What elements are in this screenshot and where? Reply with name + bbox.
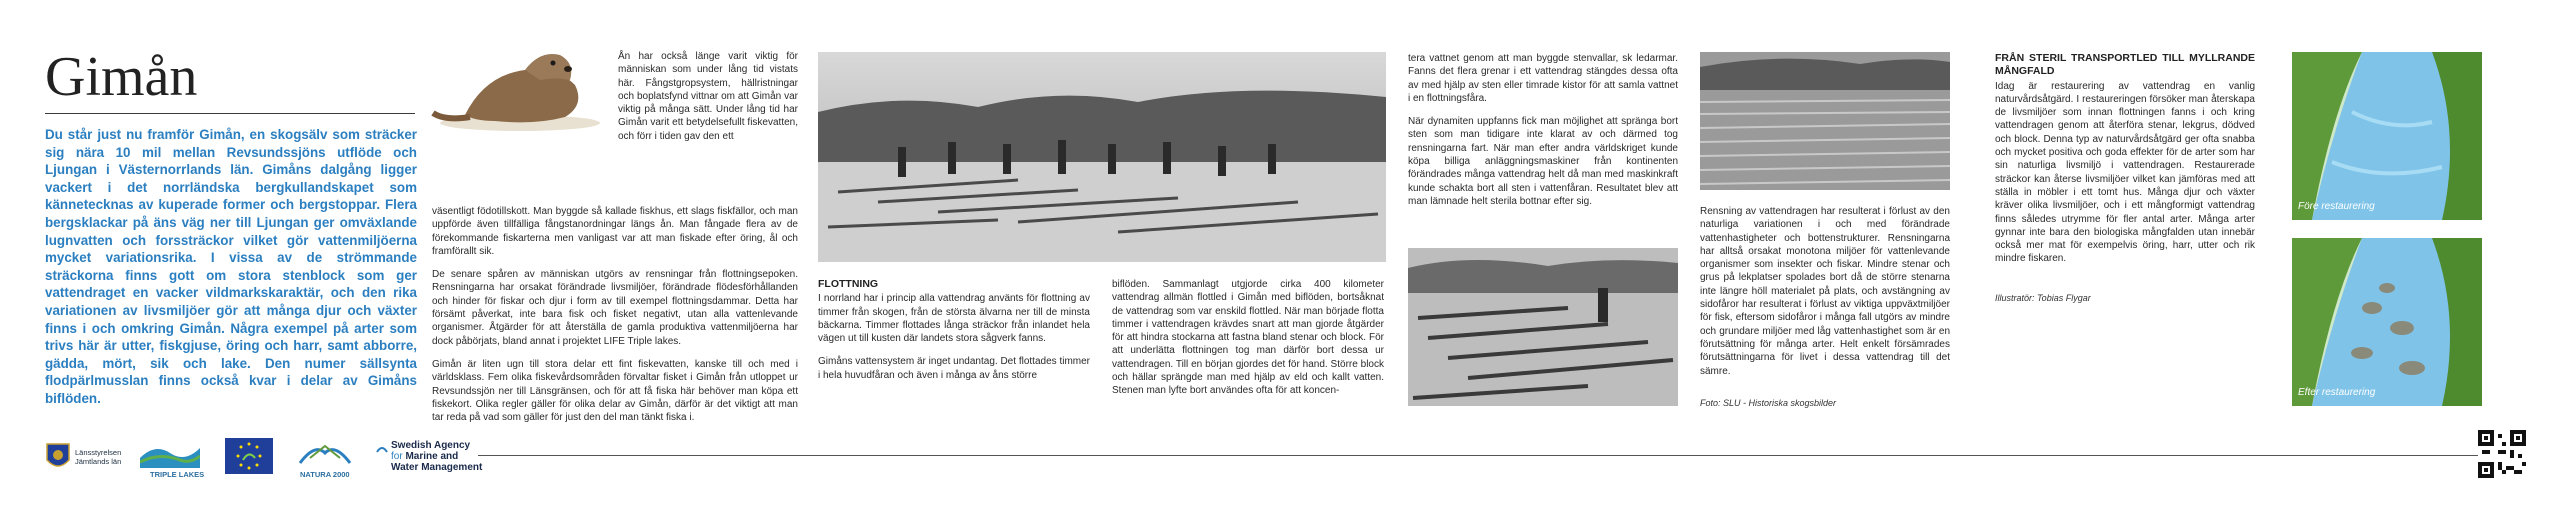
qr-code[interactable] — [2478, 430, 2526, 478]
photo-credit: Foto: SLU - Historiska skogsbilder — [1700, 398, 1837, 408]
swedish-agency-logo — [375, 438, 495, 478]
paragraph: Idag är restaurering av vattendrag en vanlig naturvårdsåtgärd. I restaureringen försöker man återskapa de livsmiljöer som innan flottningen fanns i och kring vattendragen genom att återföra stenar, lekgrus, dödved och block. Denna typ av naturvårdsåtgärd ger ofta snabba och mycket positiva och goda effekter för de arter som har sin naturliga livsmiljö i vattendragen. Restaurerade sträckor kan återse livsmiljöer vilket kan jämföras med att ställa in möbler i ett tomt hus. Många djur och växter kräver olika livsmiljöer, och i ett mångformigt vattendrag finns således utrymme för fler antal arter. Många arter gynnar inte bara den biologiska mångfalden utan innebär också mer mat för exempelvis öring, harr, utter och rik mindre fiskaren. — [1995, 80, 2255, 265]
column-flottning-cont — [1112, 278, 1384, 408]
triple-lakes-logo — [140, 438, 210, 478]
section-heading: FLOTTNING — [818, 278, 879, 290]
otter-illustration — [425, 35, 605, 135]
intro-text: Du står just nu framför Gimån, en skogsälv som sträcker sig nära 10 mil mellan Revsundssjöns utflöde och Ljungan i Västernorrlands län. Gimåns dalgång ligger vackert i det norrländska bergkullandskapet som kännetecknas av kuperade former och bergstoppar. Flera bergsklackar på äns väg ner till Ljungan ger omväxlande lugnvatten och forssträckor vilket gör vattenmiljöerna mycket variationsrika. I vissa av de strömmande sträckorna finns gott om stora stenblock som ger vattendraget en vacker vildmarkskaraktär, och den rika variationen av livsmiljöer gör att många djur och växter finns i och omkring Gimån. Några exempel på arter som trivs här är utter, fiskgjuse, öring och harr, samt abborre, gädda, mört, sik och lake. Den numer sällsynta flodpärlmusslan finns också kvar i delar av Gimåns biflöden. — [45, 127, 417, 406]
column-fishing-history-right — [618, 50, 798, 153]
column-consequences — [1700, 205, 1950, 388]
column-fishing-history — [432, 205, 798, 434]
log-jam-photo — [1700, 52, 1950, 190]
natura-2000-logo — [295, 438, 360, 478]
paragraph: I norrland har i princip alla vattendrag använts för flottning av timmer från skogen, från de största älvarna ner till de minsta bäckarna. Timmer flottades långa sträckor från inlandet hela vägen ut till kusten där landets stora sågverk fanns. — [818, 293, 1090, 345]
after-restoration-illustration — [2292, 238, 2482, 406]
paragraph: biflöden. Sammanlagt utgjorde cirka 400 kilometer vattendrag allmän flottled i Gimån med biflöden, bortsåknat de vattendrag som var enskild flottled. När man började flotta timmer i vattendragen krävdes snart att man gjorde åtgärder för att hindra stockarna att fastna bland stenar och block. För att underlätta flottningen tog man därför bort dessa ur vattendragen. Till en början gjordes det för hand. Större block och hällar sprängde man med hjälp av eld och kallt vatten. Stenen man lyfte bort användes ofta för att koncen- — [1112, 279, 1384, 397]
log-river-photo — [1408, 248, 1678, 406]
page-title: Gimån — [45, 46, 198, 108]
column-restoration — [1995, 52, 2255, 276]
agency-line3: Water Management — [391, 462, 483, 473]
paragraph: Ån har också länge varit viktig för människan som under lång tid vistats här. Fångstgropsystem, hällristningar och boplatsfynd vittnar om att Gimån var viktig på många sätt. Under lång tid har Gimån varit ett betydelsefullt fiskevatten, och förr i tiden gav den ett — [618, 51, 798, 142]
triple-lakes-name: TRIPLE LAKES — [150, 470, 205, 479]
county-name: Länsstyrelsen Jämtlands län — [75, 448, 122, 466]
paragraph: Gimåns vattensystem är inget undantag. Det flottades timmer i hela huvudfåran och även i många av åns större — [818, 356, 1090, 381]
after-label: Efter restaurering — [2298, 387, 2376, 398]
section-heading: FRÅN STERIL TRANSPORTLED TILL MYLLRANDE MÅNGFALD — [1995, 52, 2255, 78]
eu-life-logo — [225, 438, 275, 478]
before-label: Före restaurering — [2298, 201, 2375, 212]
agency-line1: Swedish Agency — [391, 440, 471, 451]
bottom-divider — [478, 455, 2498, 456]
column-flottning — [818, 278, 1090, 392]
paragraph: väsentligt födotillskott. Man byggde så kallade fiskhus, ett slags fiskfällor, och man uppförde även tillfälliga fångstanordningar längs ån. Man fångade flera av de förekommande fiskarterna men vanligast var att man fiskade efter öring, ål och framförallt sik. — [432, 206, 798, 257]
paragraph: De senare spåren av människan utgörs av rensningar från flottningsepoken. Rensningarna har orsakat förändrade livsmiljöer, förändrade flödesförhållanden och hinder för fiskar och djur i form av till exempel flottningsdammar. Detta har försämt påverkat, inte bara fisk och fisket negativt, utan alla vattenlevande organismer. Åtgärder för att återställa de gamla produktiva vattenmiljöerna har dock påbörjats, bland annat i projektet LIFE Triple lakes. — [432, 269, 798, 347]
natura-2000-name: NATURA 2000 — [300, 470, 350, 479]
before-restoration-illustration — [2292, 52, 2482, 220]
county-logo — [45, 438, 125, 478]
agency-for: for — [391, 451, 403, 462]
illustration-credit: Illustratör: Tobias Flygar — [1995, 293, 2091, 303]
title-divider — [45, 113, 415, 114]
paragraph: Rensning av vattendragen har resulterat i förlust av den naturliga variationen i och med förändrade vattenhastigheter och bottenstrukturer. Rensningarna har alltså orsakat monotona miljöer för vattenlevande organismer som insekter och fiskar. Mindre stenar och grus på lekplatser spolades bort då de större stenarna inte längre höll materialet på plats, och avstängning av sidofåror har resulterat i förlust av viktiga uppväxtmiljöer för fisk, eftersom sidofåror i många fall utgörs av mindre och grundare miljöer med låg vattenhastighet som är en förutsättning för många arter. Helt enkelt försämrades förutsättningarna för livet i dessa vattendrag till det sämre. — [1700, 206, 1950, 377]
timber-floating-photo — [818, 52, 1386, 262]
paragraph: Gimån är liten ugn till stora delar ett fint fiskevatten, kanske till och med i världsklass. Fem olika fiskevårdsområden förvaltar fisket i Gimån från utloppet ur Revsundssjön ner till Länsgränsen, och för att få fiska här behöver man köpa ett fiskekort. Olika regler gäller för olika delar av Gimån, därför är det viktigt att man tar reda på vad som gäller för just den del man tänkt fiska i. — [432, 358, 798, 424]
column-dynamite — [1408, 52, 1678, 218]
paragraph: tera vattnet genom att man byggde stenvallar, sk ledarmar. Fanns det flera grenar i ett vattendrag stängdes dessa ofta av med hjälp av sten eller timrade kistor för att samla vattnet i en flottningsfåra. — [1408, 53, 1678, 104]
paragraph: När dynamiten uppfanns fick man möjlighet att spränga bort sten som man tidigare inte klarat av och därmed tog rensningarna fart. När man efter andra världskriget kunde köpa billiga anläggningsmaskiner från kontinenten förändrades många vattendrag helt då man med maskinkraft kunde schakta bort all sten i vattenfåran. Resultatet blev att man lämnade helt sterila bottnar efter sig. — [1408, 116, 1678, 207]
agency-line2: Marine and — [405, 451, 459, 462]
